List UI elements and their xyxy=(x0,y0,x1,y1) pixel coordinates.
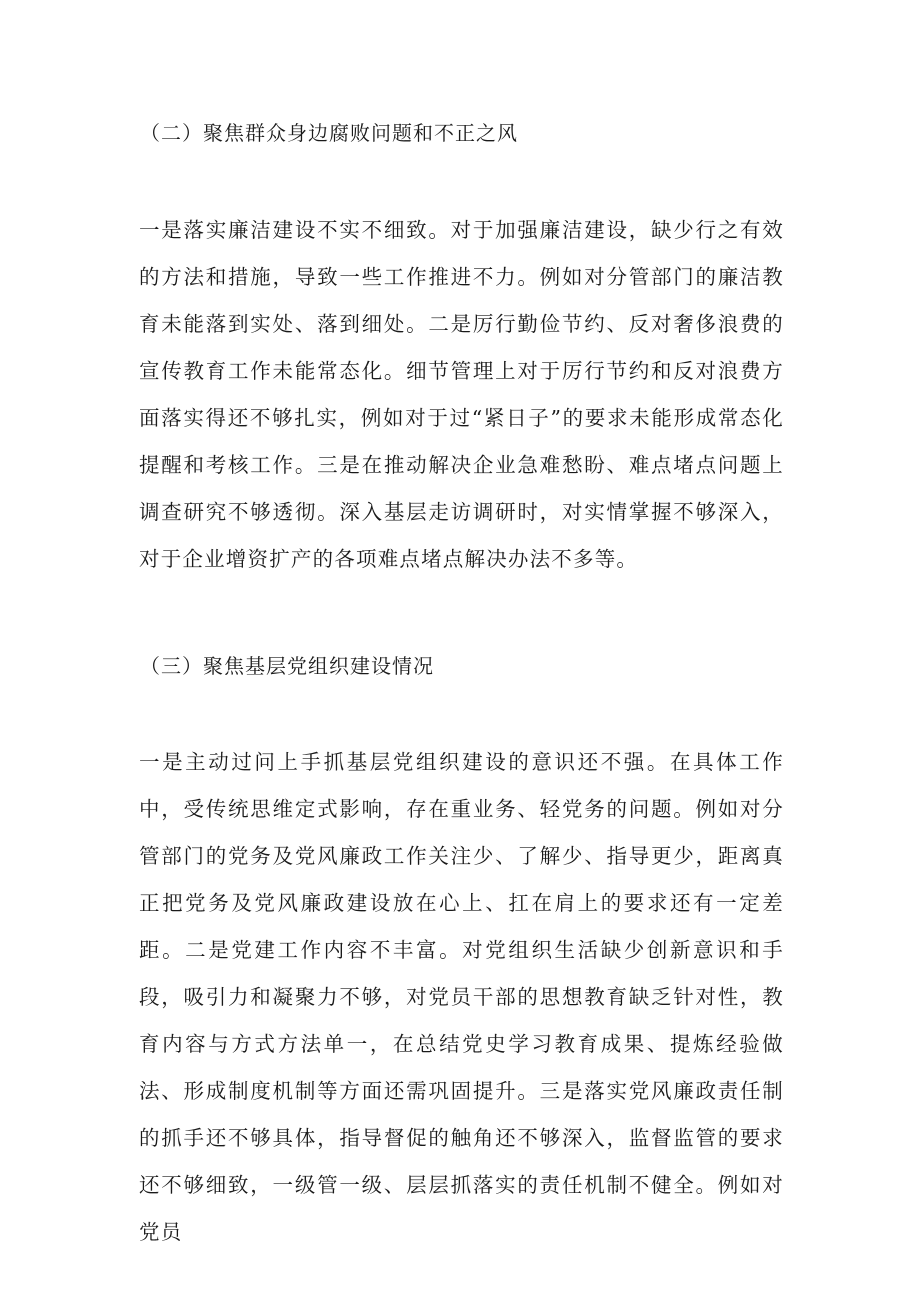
section-heading-3: （三）聚焦基层党组织建设情况 xyxy=(140,654,434,678)
section-heading-2: （二）聚焦群众身边腐败问题和不正之风 xyxy=(140,121,518,145)
section-paragraph-2: 一是落实廉洁建设不实不细致。对于加强廉洁建设，缺少行之有效的方法和措施，导致一些工作推进不力。例如对分管部门的廉洁教育未能落到实处、落到细处。二是厉行勤俭节约、反对奢侈浪费的宣传教育工作未能常态化。细节管理上对于厉行节约和反对浪费方面落实得还不够扎实，例如对于过“紧日子”的要求未能形成常态化提醒和考核工作。三是在推动解决企业急难愁盼、难点堵点问题上调查研究不够透彻。深入基层走访调研时，对实情掌握不够深入，对于企业增资扩产的各项难点堵点解决办法不多等。 xyxy=(139,218,784,571)
section-paragraph-3: 一是主动过问上手抓基层党组织建设的意识还不强。在具体工作中，受传统思维定式影响，存在重业务、轻党务的问题。例如对分管部门的党务及党风廉政工作关注少、了解少、指导更少，距离真正把党务及党风廉政建设放在心上、扛在肩上的要求还有一定差距。二是党建工作内容不丰富。对党组织生活缺少创新意识和手段，吸引力和凝聚力不够，对党员干部的思想教育缺乏针对性，教育内容与方式方法单一，在总结党史学习教育成果、提炼经验做法、形成制度机制等方面还需巩固提升。三是落实党风廉政责任制的抓手还不够具体，指导督促的触角还不够深入，监督监管的要求还不够细致，一级管一级、层层抓落实的责任机制不健全。例如对党员 xyxy=(139,750,784,1244)
